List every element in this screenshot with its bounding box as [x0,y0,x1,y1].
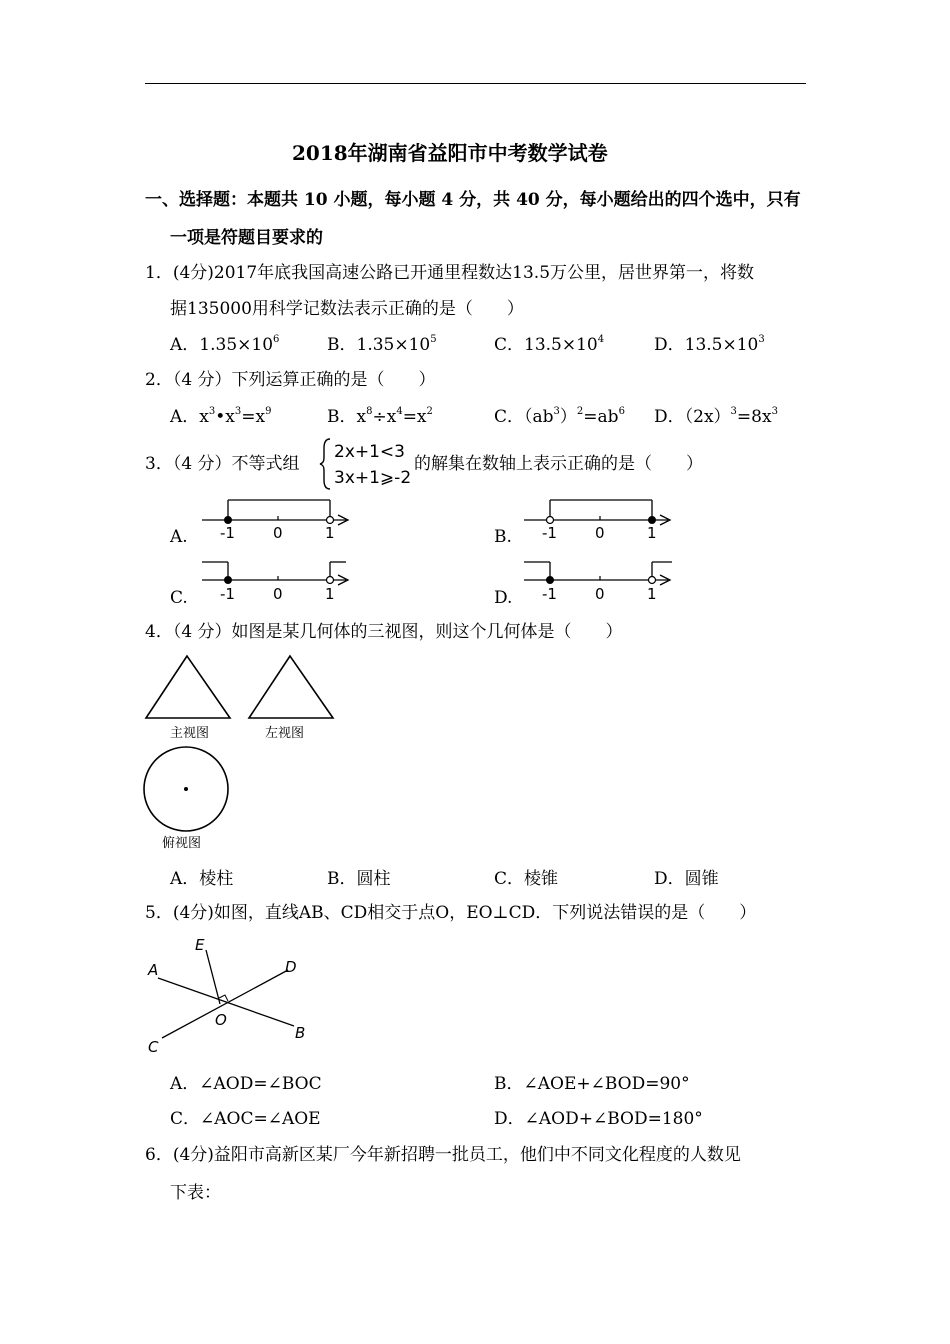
left-view-triangle [249,656,333,718]
q4-option-a: A．棱柱 [170,869,234,889]
q4-option-d: D．圆锥 [654,869,719,889]
point-o-label: O [215,1011,227,1029]
inequality-2: 3x+1⩾-2 [334,468,412,488]
q5-option-b: B．∠AOE+∠BOD=90° [494,1074,690,1094]
front-view-triangle [146,656,230,718]
tick-label-0: 0 [273,524,283,542]
tick-label-1: 1 [325,585,335,603]
point-c-label: C [148,1038,159,1056]
q2-option-c: C．$(ab^3)^2=ab^6$ [494,406,625,427]
q4-stem: 4．（4 分）如图是某几何体的三视图，则这个几何体是（ ） [145,622,623,642]
tick-label-0: 0 [595,524,605,542]
q3-option-d-label: D. [494,588,513,608]
tick-label-1: 1 [647,524,657,542]
tick-label-1: 1 [325,524,335,542]
q1-option-b: B．$1.35\times 10^5$ [327,334,437,355]
intersecting-lines-figure [140,930,320,1058]
front-view-label: 主视图 [170,726,210,741]
q6-stem-line2: 下表： [170,1183,221,1203]
q1-option-d: D．$13.5\times 10^3$ [654,334,765,355]
point-a-label: A [148,961,159,979]
q3-option-b-label: B. [494,527,512,547]
tick-label-0: 0 [595,585,605,603]
q3-stem-prefix: 3．（4 分）不等式组 [145,454,300,474]
tick-label-1: 1 [647,585,657,603]
q3-option-a-label: A. [170,527,188,547]
number-line-d [520,554,680,604]
inequality-system [318,436,414,492]
q6-stem-line1: 6．(4分)益阳市高新区某厂今年新招聘一批员工，他们中不同文化程度的人数见 [145,1145,741,1165]
q2-option-a: A．$x^3•x^3=x^9$ [170,406,272,427]
point-e-label: E [195,936,205,954]
q3-option-c-label: C. [170,588,188,608]
top-view-center-dot [184,787,188,791]
q1-option-a: A．$1.35\times 10^6$ [170,334,280,355]
tick-label-neg1: -1 [220,585,235,603]
q1-stem-line2: 据135000用科学记数法表示正确的是（ ） [170,299,524,319]
section-heading-line2: 一项是符题目要求的 [170,228,323,248]
number-line-b [520,492,680,542]
q5-option-c: C．∠AOC=∠AOE [170,1109,321,1129]
point-d-label: D [285,958,297,976]
tick-label-neg1: -1 [220,524,235,542]
tick-label-0: 0 [273,585,283,603]
q1-option-c: C．$13.5\times 10^4$ [494,334,605,355]
q5-option-a: A．∠AOD=∠BOC [170,1074,322,1094]
three-views-figure [140,650,340,855]
q3-stem-suffix: 的解集在数轴上表示正确的是（ ） [414,454,703,474]
q2-option-b: B．$x^8\div x^4=x^2$ [327,406,433,427]
tick-label-neg1: -1 [542,524,557,542]
q2-option-d: D．$(2x)^3=8x^3$ [654,406,778,427]
point-b-label: B [295,1024,306,1042]
header-rule [145,83,806,84]
tick-label-neg1: -1 [542,585,557,603]
q5-stem: 5．(4分)如图，直线AB、CD相交于点O，EO⊥CD．下列说法错误的是（ ） [145,903,757,923]
q2-stem: 2．（4 分）下列运算正确的是（ ） [145,370,436,390]
number-line-a [198,492,358,542]
left-view-label: 左视图 [265,726,305,741]
q5-option-d: D．∠AOD+∠BOD=180° [494,1109,703,1129]
q4-option-c: C．棱锥 [494,869,559,889]
top-view-label: 俯视图 [162,836,202,851]
q1-stem-line1: 1．(4分)2017年底我国高速公路已开通里程数达13.5万公里，居世界第一，将数 [145,263,755,283]
page-title: 2018年湖南省益阳市中考数学试卷 [292,141,608,165]
section-heading-line1: 一、选择题：本题共 10 小题，每小题 4 分，共 40 分，每小题给出的四个选中，只有 [145,190,801,210]
number-line-c [198,554,358,604]
inequality-1: 2x+1<3 [334,442,405,462]
q4-option-b: B．圆柱 [327,869,391,889]
system-brace [320,439,330,489]
